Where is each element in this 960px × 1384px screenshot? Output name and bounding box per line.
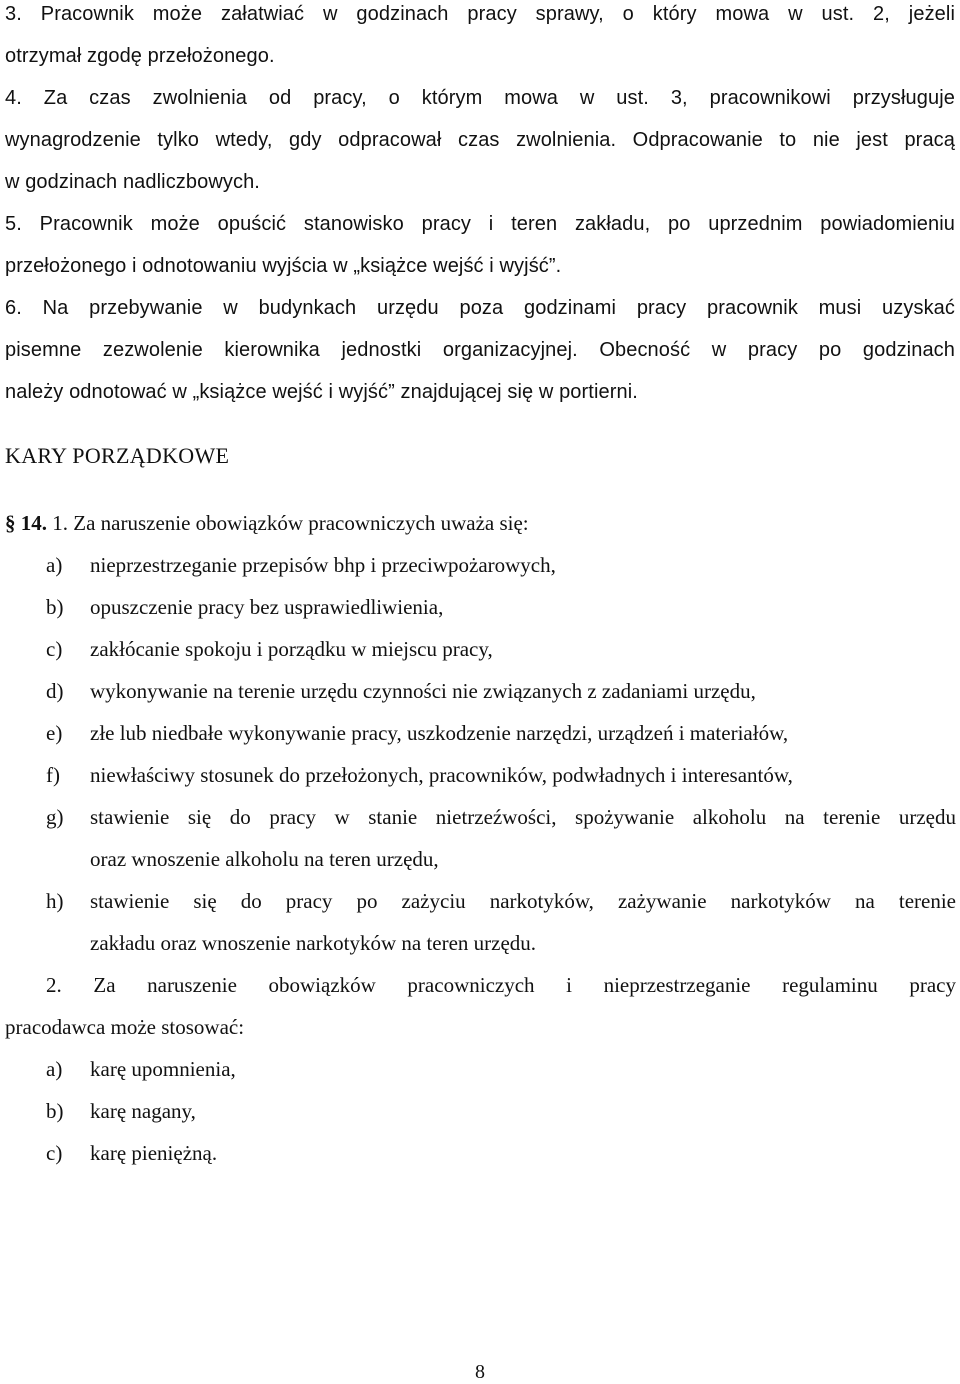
penalty-item-text: karę upomnienia,	[90, 1057, 236, 1081]
paragraph-6-line-2: pisemne zezwolenie kierownika jednostki organizacyjnej. Obecność w pracy po godzinach	[5, 339, 955, 361]
page-number: 8	[475, 1361, 485, 1383]
list-item-continuation: zakładu oraz wnoszenie narkotyków na teren urzędu.	[90, 931, 537, 955]
list-item-text: wykonywanie na terenie urzędu czynności nie związanych z zadaniami urzędu,	[90, 679, 756, 703]
list-item-text: nieprzestrzeganie przepisów bhp i przeciwpożarowych,	[90, 553, 556, 577]
paragraph-5-line-1: 5. Pracownik może opuścić stanowisko pracy i teren zakładu, po uprzednim powiadomieniu	[5, 213, 955, 235]
list-item-text: opuszczenie pracy bez usprawiedliwienia,	[90, 595, 444, 619]
section-14-intro	[5, 510, 955, 536]
penalty-item-letter: c)	[46, 1141, 63, 1165]
section-heading: KARY PORZĄDKOWE	[5, 443, 230, 468]
penalty-item-text: karę nagany,	[90, 1099, 196, 1123]
paragraph-4-line-2: wynagrodzenie tylko wtedy, gdy odpracował czas zwolnienia. Odpracowanie to nie jest pracą	[5, 129, 955, 151]
list-item-letter: g)	[46, 805, 64, 829]
list-item-text: zakłócanie spokoju i porządku w miejscu pracy,	[90, 637, 493, 661]
list-item-text: niewłaściwy stosunek do przełożonych, pracowników, podwładnych i interesantów,	[90, 763, 793, 787]
list-item-letter: f)	[46, 763, 60, 787]
list-item-letter: c)	[46, 637, 63, 661]
list-item-text: stawienie się do pracy po zażyciu narkotyków, zażywanie narkotyków na terenie	[90, 889, 956, 913]
point-2-line-2: pracodawca może stosować:	[5, 1015, 245, 1039]
list-item-letter: b)	[46, 595, 64, 619]
list-item-letter: e)	[46, 721, 63, 745]
point-2-line-1: 2. Za naruszenie obowiązków pracowniczych i nieprzestrzeganie regulaminu pracy	[46, 973, 956, 997]
paragraph-3-line-1: 3. Pracownik może załatwiać w godzinach pracy sprawy, o który mowa w ust. 2, jeżeli	[5, 3, 955, 25]
penalty-item-letter: b)	[46, 1099, 64, 1123]
paragraph-4-line-1: 4. Za czas zwolnienia od pracy, o którym mowa w ust. 3, pracownikowi przysługuje	[5, 87, 955, 109]
paragraph-6-line-3: należy odnotować w „książce wejść i wyjść” znajdującej się w portierni.	[5, 381, 638, 403]
paragraph-6-line-1: 6. Na przebywanie w budynkach urzędu poza godzinami pracy pracownik musi uzyskać	[5, 297, 955, 319]
list-item-text: złe lub niedbałe wykonywanie pracy, uszkodzenie narzędzi, urządzeń i materiałów,	[90, 721, 789, 745]
penalty-item-letter: a)	[46, 1057, 63, 1081]
section-intro-text: 1. Za naruszenie obowiązków pracowniczych uważa się:	[47, 511, 529, 535]
paragraph-4-line-3: w godzinach nadliczbowych.	[5, 171, 260, 193]
list-item-letter: a)	[46, 553, 63, 577]
list-item-letter: d)	[46, 679, 64, 703]
list-item-continuation: oraz wnoszenie alkoholu na teren urzędu,	[90, 847, 439, 871]
list-item-text: stawienie się do pracy w stanie nietrzeźwości, spożywanie alkoholu na terenie urzędu	[90, 805, 956, 829]
paragraph-5-line-2: przełożonego i odnotowaniu wyjścia w „książce wejść i wyjść”.	[5, 255, 562, 277]
penalty-item-text: karę pieniężną.	[90, 1141, 218, 1165]
paragraph-3-line-2: otrzymał zgodę przełożonego.	[5, 45, 275, 67]
list-item-letter: h)	[46, 889, 64, 913]
section-number: § 14.	[5, 511, 47, 535]
